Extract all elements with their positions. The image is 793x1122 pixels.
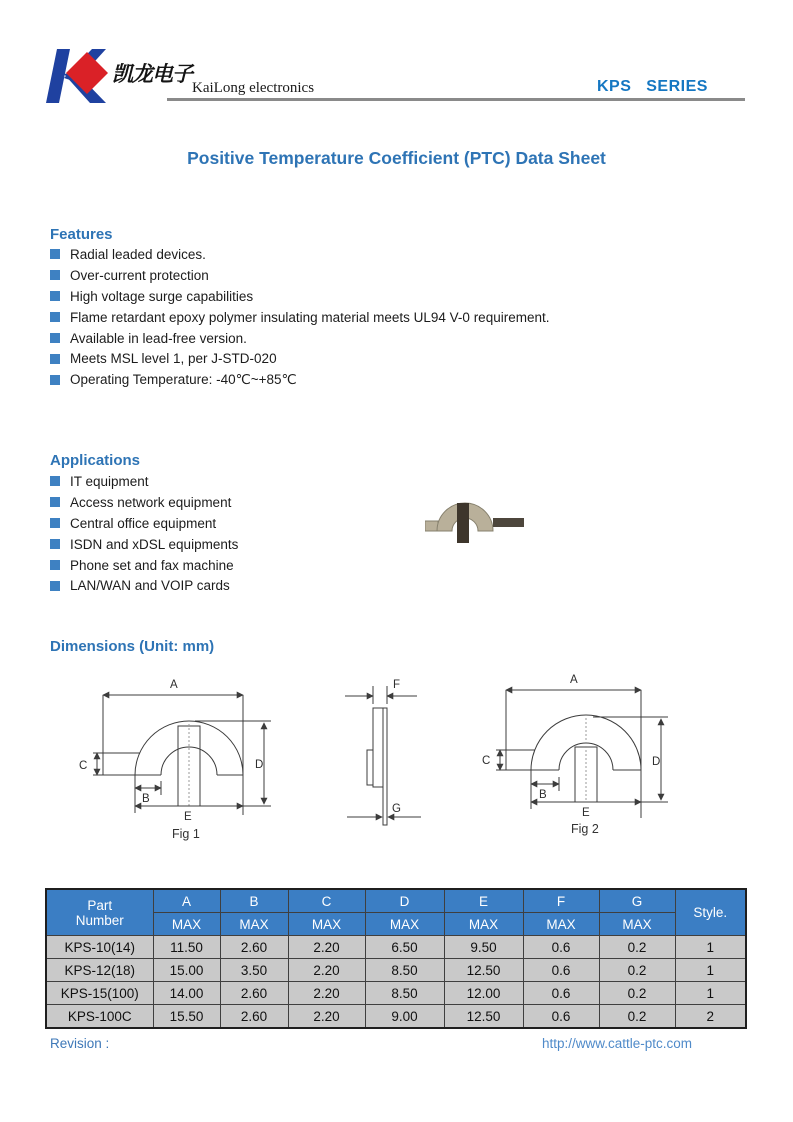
list-item — [50, 265, 549, 286]
bullet-square-icon — [50, 539, 60, 549]
list-item — [50, 513, 238, 534]
header-divider — [167, 98, 745, 101]
revision-label: Revision : — [50, 1036, 110, 1051]
value-cell: 2.20 — [288, 982, 365, 1005]
value-cell: 2.20 — [288, 959, 365, 982]
style-cell: 1 — [675, 936, 746, 959]
subheader-max: MAX — [523, 913, 599, 936]
list-item — [50, 348, 549, 369]
value-cell: 2.60 — [220, 1005, 288, 1029]
value-cell: 9.50 — [444, 936, 523, 959]
col-header-style: Style. — [675, 889, 746, 936]
subheader-max: MAX — [220, 913, 288, 936]
col-header-part-number — [46, 889, 153, 936]
fig1-drawing — [75, 670, 280, 845]
subheader-max: MAX — [153, 913, 220, 936]
part-number-cell: KPS-12(18) — [46, 959, 153, 982]
application-text: Phone set and fax machine — [70, 557, 234, 573]
value-cell: 2.20 — [288, 936, 365, 959]
value-cell: 0.2 — [599, 959, 675, 982]
dim-label-c: C — [482, 755, 491, 767]
value-cell: 9.00 — [365, 1005, 444, 1029]
value-cell: 0.6 — [523, 959, 599, 982]
value-cell: 12.00 — [444, 982, 523, 1005]
applications-heading: Applications — [50, 452, 141, 469]
application-text: Access network equipment — [70, 494, 232, 510]
application-text: IT equipment — [70, 473, 149, 489]
value-cell: 12.50 — [444, 959, 523, 982]
fig2-drawing — [478, 668, 678, 840]
col-header-c: C — [288, 889, 365, 913]
bullet-square-icon — [50, 497, 60, 507]
list-item — [50, 534, 238, 555]
list-item — [50, 244, 549, 265]
dim-label-e: E — [184, 811, 192, 823]
website-link[interactable]: http://www.cattle-ptc.com — [542, 1036, 693, 1051]
bullet-square-icon — [50, 375, 60, 385]
side-view-drawing — [333, 672, 443, 832]
col-header-e: E — [444, 889, 523, 913]
features-heading: Features — [50, 226, 113, 243]
application-text: ISDN and xDSL equipments — [70, 536, 239, 552]
dim-label-b: B — [539, 789, 547, 801]
dim-label-f: F — [393, 679, 401, 691]
subheader-max: MAX — [599, 913, 675, 936]
brand-english-text: KaiLong electronics — [192, 80, 315, 96]
value-cell: 2.20 — [288, 1005, 365, 1029]
value-cell: 6.50 — [365, 936, 444, 959]
value-cell: 0.6 — [523, 982, 599, 1005]
dim-label-d: D — [255, 759, 264, 771]
part-header-line2: Number — [75, 912, 124, 928]
series-label: KPS SERIES — [597, 78, 708, 95]
style-cell: 1 — [675, 982, 746, 1005]
feature-text: Radial leaded devices. — [70, 246, 206, 262]
table-row — [46, 959, 746, 982]
part-number-cell: KPS-15(100) — [46, 982, 153, 1005]
features-list — [50, 244, 549, 390]
value-cell: 14.00 — [153, 982, 220, 1005]
style-cell: 2 — [675, 1005, 746, 1029]
col-header-g: G — [599, 889, 675, 913]
subheader-max: MAX — [288, 913, 365, 936]
subheader-max: MAX — [444, 913, 523, 936]
list-item — [50, 286, 549, 307]
dim-label-c: C — [79, 760, 88, 772]
value-cell: 0.2 — [599, 1005, 675, 1029]
subheader-max: MAX — [365, 913, 444, 936]
bullet-square-icon — [50, 291, 60, 301]
bullet-square-icon — [50, 354, 60, 364]
dim-label-g: G — [392, 803, 401, 815]
brand-chinese-text: 凯龙电子 — [112, 63, 192, 86]
value-cell: 0.6 — [523, 1005, 599, 1029]
feature-text: Meets MSL level 1, per J-STD-020 — [70, 351, 277, 367]
dim-label-a: A — [170, 679, 178, 691]
table-header-row — [46, 889, 746, 913]
list-item — [50, 575, 238, 596]
value-cell: 12.50 — [444, 1005, 523, 1029]
value-cell: 0.2 — [599, 982, 675, 1005]
bullet-square-icon — [50, 581, 60, 591]
bullet-square-icon — [50, 518, 60, 528]
value-cell: 2.60 — [220, 982, 288, 1005]
value-cell: 8.50 — [365, 982, 444, 1005]
dim-label-a: A — [570, 674, 578, 686]
part-number-cell: KPS-100C — [46, 1005, 153, 1029]
list-item — [50, 307, 549, 328]
feature-text: Over-current protection — [70, 267, 209, 283]
part-header-line1: Part — [87, 897, 113, 913]
dim-label-d: D — [652, 756, 661, 768]
application-text: Central office equipment — [70, 515, 217, 531]
value-cell: 11.50 — [153, 936, 220, 959]
list-item — [50, 328, 549, 349]
col-header-d: D — [365, 889, 444, 913]
dim-label-e: E — [582, 807, 590, 819]
feature-text: High voltage surge capabilities — [70, 288, 254, 304]
application-text: LAN/WAN and VOIP cards — [70, 578, 230, 594]
value-cell: 2.60 — [220, 936, 288, 959]
bullet-square-icon — [50, 333, 60, 343]
fig2-caption: Fig 2 — [571, 822, 599, 836]
feature-text: Flame retardant epoxy polymer insulating material meets UL94 V-0 requirement. — [70, 309, 550, 325]
bullet-square-icon — [50, 270, 60, 280]
col-header-f: F — [523, 889, 599, 913]
dimensions-table — [45, 888, 747, 1029]
table-row — [46, 1005, 746, 1029]
value-cell: 0.2 — [599, 936, 675, 959]
value-cell: 15.50 — [153, 1005, 220, 1029]
bullet-square-icon — [50, 476, 60, 486]
value-cell: 8.50 — [365, 959, 444, 982]
list-item — [50, 369, 549, 390]
table-row — [46, 982, 746, 1005]
fig1-caption: Fig 1 — [172, 827, 200, 841]
col-header-b: B — [220, 889, 288, 913]
list-item — [50, 471, 238, 492]
kailong-logo-icon — [44, 48, 114, 104]
dimensions-heading: Dimensions (Unit: mm) — [50, 638, 215, 655]
table-row — [46, 936, 746, 959]
applications-list — [50, 471, 238, 596]
list-item — [50, 492, 238, 513]
feature-text: Operating Temperature: -40℃~+85℃ — [70, 371, 297, 387]
feature-text: Available in lead-free version. — [70, 330, 247, 346]
component-photo — [425, 483, 575, 573]
bullet-square-icon — [50, 312, 60, 322]
col-header-a: A — [153, 889, 220, 913]
list-item — [50, 555, 238, 576]
part-number-cell: KPS-10(14) — [46, 936, 153, 959]
value-cell: 3.50 — [220, 959, 288, 982]
style-cell: 1 — [675, 959, 746, 982]
page-title: Positive Temperature Coefficient (PTC) Data Sheet — [187, 148, 606, 168]
bullet-square-icon — [50, 249, 60, 259]
bullet-square-icon — [50, 560, 60, 570]
value-cell: 15.00 — [153, 959, 220, 982]
value-cell: 0.6 — [523, 936, 599, 959]
dim-label-b: B — [142, 793, 150, 805]
